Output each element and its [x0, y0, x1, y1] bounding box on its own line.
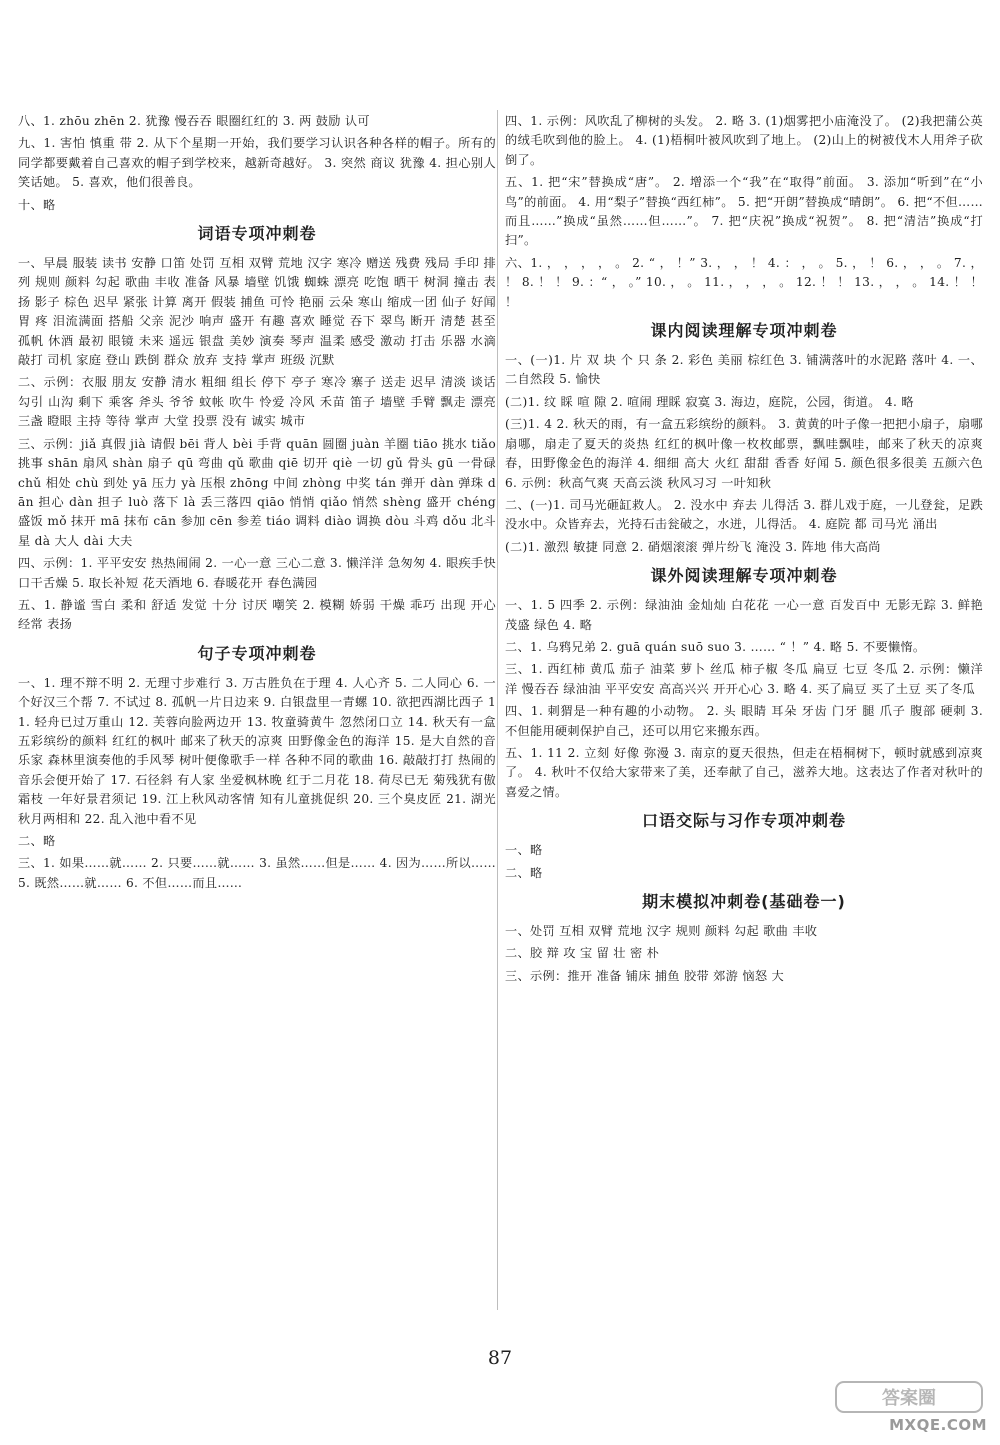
left-answer-column — [18, 112, 496, 896]
page-number: 87 — [487, 1347, 513, 1369]
answer-paragraph: 三、示例：推开 准备 铺床 捕鱼 胶带 郊游 恼怒 大 — [505, 968, 784, 983]
svg-text:答案圈: 答案圈 — [882, 1388, 936, 1409]
answer-paragraph: (二)1. 激烈 敏捷 同意 2. 硝烟滚滚 弹片纷飞 淹没 3. 阵地 伟大高尚 — [505, 539, 881, 554]
answer-paragraph: 二、示例：衣服 朋友 安静 清水 粗细 组长 停下 亭子 寒冷 寨子 送走 迟早 清淡 谈话 勾引 山沟 剩下 乘客 斧头 爷爷 蚊帐 吹牛 怜爱 冷风 禾苗 笛子 墙壁 手臂 飘走 漂亮 三盏 瞪眼 主持 等待 掌声 大堂 投票 没有 诚实 城市 — [18, 375, 496, 429]
answer-paragraph: 三、1. 如果……就…… 2. 只要……就…… 3. 虽然……但是…… 4. 因为……所以…… 5. 既然……就…… 6. 不但……而且…… — [18, 856, 496, 890]
answer-paragraph: 四、1. 刺猬是一种有趣的小动物。 2. 头 眼睛 耳朵 牙齿 门牙 腿 爪子 腹部 硬刺 3. 不但能用硬刺保护自己，还可以用它来搬东西。 — [505, 704, 983, 738]
watermark — [828, 1380, 993, 1438]
answer-paragraph: (二)1. 纹 睬 喧 隙 2. 喧闹 理睬 寂寞 3. 海边，庭院，公园，街道。 4. 略 — [505, 394, 914, 409]
answer-paragraph: 三、1. 西红柿 黄瓜 茄子 油菜 萝卜 丝瓜 柿子椒 冬瓜 扁豆 七豆 冬瓜 2. 示例：懒洋洋 慢吞吞 绿油油 平平安安 高高兴兴 开开心心 3. 略 4. 买了扁豆 买了土豆 买了冬瓜 — [505, 662, 983, 696]
answer-paragraph: 一、早晨 服装 读书 安静 口笛 处罚 互相 双臂 荒地 汉字 寒冷 赠送 残费 残局 手印 排列 规则 颜料 勾起 歌曲 丰收 准备 风暴 墙壁 饥饿 蜘蛛 漂亮 吃饱 晒干 树洞 撞击 表扬 影子 棕色 迟早 紧张 计算 离开 假装 捕鱼 可怜 艳丽 云朵 寒山 缩成一团 仙子 好闻 胃 疼 泪流满面 搭船 父亲 泥沙 响声 盛开 有趣 喜欢 睡觉 吞下 翠鸟 断开 清楚 甚至 孤帆 休酒 最初 眼镜 未来 遥远 银盘 美妙 演奏 琴声 温柔 感受 激动 打击 乐器 水滴 敲打 司机 家庭 登山 跌倒 群众 放弃 支持 掌声 班级 沉默 — [18, 256, 496, 368]
section-heading: 课内阅读理解专项冲刺卷 — [650, 321, 838, 341]
answer-paragraph: 二、略 — [505, 865, 543, 880]
section-heading: 句子专项冲刺卷 — [197, 643, 317, 663]
answer-paragraph: 二、(一)1. 司马光砸缸救人。 2. 没水中 弃去 儿得活 3. 群儿戏于庭，一儿登瓮，足跌没水中。众皆弃去，光持石击瓮破之，水迸，儿得活。 4. 庭院 都 司马光 涌出 — [505, 497, 983, 532]
answer-paragraph: 九、1. 害怕 慎重 带 2. 从下个星期一开始，我们要学习认识各种各样的帽子。所有的同学都要戴着自己喜欢的帽子到学校来，越新奇越好。 3. 突然 商议 犹豫 4. 担心别人笑话她。 5. 喜欢，他们很善良。 — [18, 136, 496, 190]
answer-paragraph: 五、1. 静谧 雪白 柔和 舒适 发觉 十分 讨厌 嘲笑 2. 模糊 娇弱 干燥 乖巧 出现 开心 经常 表扬 — [18, 597, 496, 632]
answer-paragraph: 一、略 — [505, 843, 543, 858]
right-answer-column — [505, 112, 983, 989]
section-heading: 词语专项冲刺卷 — [197, 224, 317, 244]
answer-paragraph: 二、1. 乌鸦兄弟 2. guā quán suō suo 3. …… “ ！” 4. 略 5. 不要懒惰。 — [505, 639, 926, 654]
answer-paragraph: 一、1. 理不辩不明 2. 无理寸步难行 3. 万古胜负在于理 4. 人心齐 5. 二人同心 6. 一个好汉三个帮 7. 不试过 8. 孤帆一片日边来 9. 白银盘里一青螺 10. 欲把西湖比西子 11. 轻舟已过万重山 12. 芙蓉向脸两边开 13. 牧童骑黄牛 忽然闭口立 14. 秋天有一盒五彩缤纷的颜料 红红的枫叶 邮来了秋天的凉爽 田野像金色的海洋 15. 是大自然的音乐家 森林里演奏他的手风琴 树叶便像歌手一样 各种不同的歌曲 16. 敲敲打打 热闹的音乐会便开始了 17. 石径斜 有人家 坐爱枫林晚 红于二月花 18. 荷尽已无 菊残犹有傲霜枝 一年好景君须记 19. 江上秋风动客情 知有儿童挑促织 20. 三个臭皮匠 21. 湖光秋月两相和 22. 乱入池中看不见 — [18, 675, 496, 826]
answer-paragraph: 十、略 — [18, 197, 56, 212]
section-heading: 课外阅读理解专项冲刺卷 — [650, 566, 838, 586]
answer-paragraph: (三)1. 4 2. 秋天的雨，有一盒五彩缤纷的颜料。 3. 黄黄的叶子像一把把小扇子，扇哪扇哪，扇走了夏天的炎热 红红的枫叶像一枚枚邮票，飘哇飘哇，邮来了秋天的凉爽 春，田野像金色的海洋 4. 细细 高大 火红 甜甜 香香 好闻 5. 颜色很多很美 五颜六色 6. 示例：秋高气爽 天高云淡 秋风习习 一叶知秋 — [505, 417, 983, 490]
answer-paragraph: 六、1. ， ， ， ， 。 2. “ ， ！” 3. ， ， ！ 4. ： ， 。 5. ， ！ 6. ， ， 。 7. ， ！ 8. ！ ！ 9. ：“ ， 。” 10. ， 。 11. ， ， ， 。 12. ！ ！ 13. ， ， 。 14. ！ ！ ！ — [505, 255, 983, 309]
section-heading: 期末模拟冲刺卷(基础卷一) — [642, 892, 846, 911]
column-divider — [497, 110, 498, 1310]
watermark-seal-icon — [834, 1380, 984, 1414]
section-heading: 口语交际与习作专项冲刺卷 — [641, 811, 846, 831]
watermark-text: MXQE.COM — [889, 1416, 987, 1434]
answer-paragraph: 四、1. 示例：风吹乱了柳树的头发。 2. 略 3. (1)烟雾把小庙淹没了。 (2)我把蒲公英的绒毛吹到他的脸上。 4. (1)梧桐叶被风吹到了地上。 (2)山上的树被伐木人用斧子砍倒了。 — [505, 114, 983, 167]
answer-paragraph: 一、1. 5 四季 2. 示例：绿油油 金灿灿 白花花 一心一意 百发百中 无影无踪 3. 鲜艳 茂盛 绿色 4. 略 — [505, 598, 983, 632]
answer-paragraph: 三、示例：jiǎ 真假 jià 请假 bēi 背人 bèi 手背 quān 圆圈 juàn 羊圈 tiāo 挑水 tiǎo 挑事 shān 扇风 shàn 扇子 qū 弯曲 qǔ 歌曲 qiē 切开 qiè 一切 gǔ 骨头 gū 一骨碌 chǔ 相处 chù 到处 yā 压力 yà 压根 zhōng 中间 zhòng 中奖 tán 弹开 dàn 弹珠 dān 担心 dàn 担子 luò 落下 là 丢三落四 qiāo 悄悄 qiǎo 悄然 shèng 盛开 chéng 盛饭 mǒ 抹开 mā 抹布 cān 参加 cēn 参差 tiáo 调料 diào 调换 dòu 斗鸡 dǒu 北斗星 dà 大人 dài 大夫 — [18, 436, 496, 548]
answer-paragraph: 二、略 — [18, 834, 56, 848]
answer-paragraph: 二、胶 辩 攻 宝 留 壮 密 朴 — [505, 946, 660, 961]
answer-paragraph: 八、1. zhōu zhēn 2. 犹豫 慢吞吞 眼圈红红的 3. 两 鼓励 认可 — [18, 114, 370, 128]
answer-paragraph: 四、示例：1. 平平安安 热热闹闹 2. 一心一意 三心二意 3. 懒洋洋 急匆匆 4. 眼疾手快 口干舌燥 5. 取长补短 花天酒地 6. 春暖花开 春色满园 — [18, 556, 496, 590]
answer-paragraph: 五、1. 11 2. 立刻 好像 弥漫 3. 南京的夏天很热，但走在梧桐树下，顿时就感到凉爽了。 4. 秋叶不仅给大家带来了美，还奉献了自己，滋养大地。这表达了作者对秋叶的喜爱之情。 — [505, 745, 983, 799]
answer-paragraph: 一、处罚 互相 双臂 荒地 汉字 规则 颜料 勾起 歌曲 丰收 — [505, 924, 818, 938]
answer-paragraph: 五、1. 把“宋”替换成“唐”。 2. 增添一个“我”在“取得”前面。 3. 添加“听到”在“小鸟”的前面。 4. 用“梨子”替换“西红柿”。 5. 把“开朗”替换成“晴朗”。 6. 把“不但……而且……”换成“虽然……但……”。 7. 把“庆祝”换成“祝贺”。 8. 把“清洁”换成“打扫”。 — [505, 175, 983, 248]
answer-paragraph: 一、(一)1. 片 双 块 个 只 条 2. 彩色 美丽 棕红色 3. 铺满落叶的水泥路 落叶 4. 一、二自然段 5. 愉快 — [505, 353, 983, 387]
